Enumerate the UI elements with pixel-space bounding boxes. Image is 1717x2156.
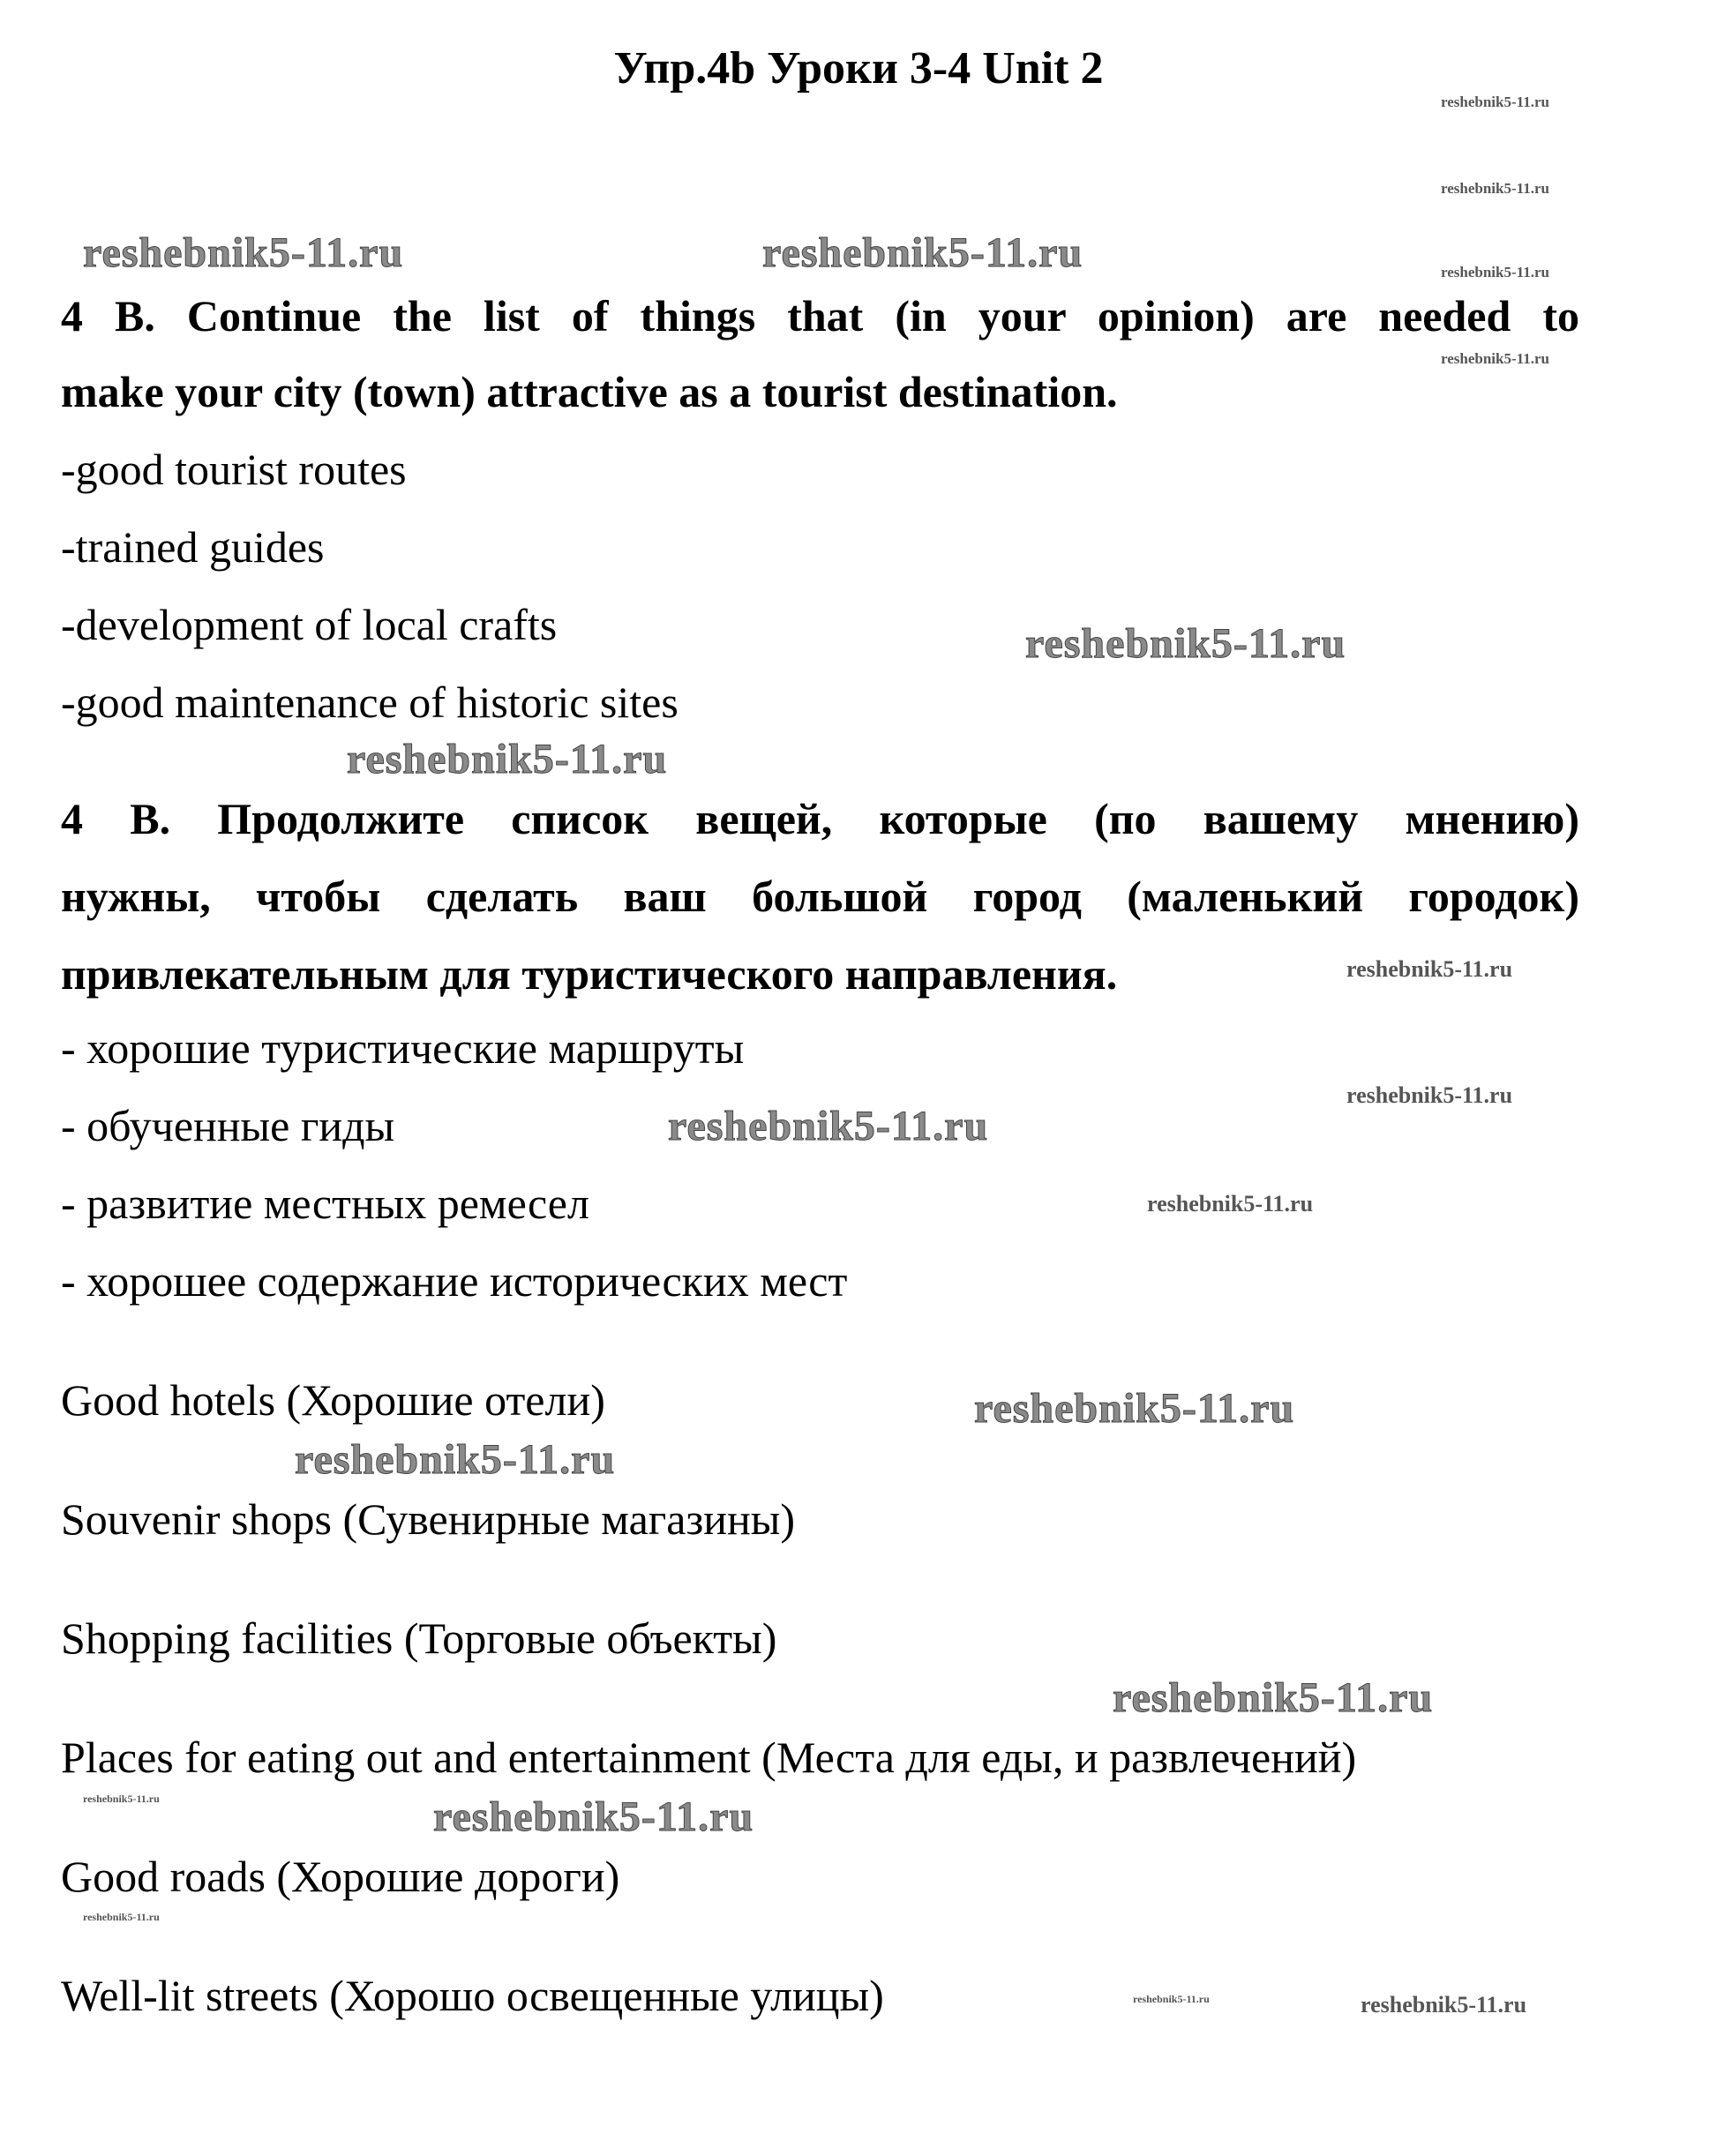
list-item: - развитие местных ремесел (61, 1179, 589, 1228)
list-item: - обученные гиды (61, 1101, 395, 1150)
watermark: reshebnik5-11.ru (83, 1793, 160, 1805)
ru-heading-line: привлекательным для туристического направления. (61, 949, 1118, 999)
list-item: Places for eating out and entertainment (Места для еды, и развлечений) (61, 1733, 1357, 1782)
watermark: reshebnik5-11.ru (1346, 956, 1513, 982)
watermark: reshebnik5-11.ru (83, 1911, 160, 1923)
watermark: reshebnik5-11.ru (668, 1103, 989, 1149)
list-item: -good maintenance of historic sites (61, 677, 679, 727)
watermark: reshebnik5-11.ru (1441, 264, 1549, 281)
list-item: - хорошие туристические маршруты (61, 1023, 745, 1073)
watermark: reshebnik5-11.ru (974, 1385, 1295, 1432)
watermark: reshebnik5-11.ru (83, 229, 404, 276)
list-item: Good roads (Хорошие дороги) (61, 1852, 620, 1901)
watermark: reshebnik5-11.ru (1025, 620, 1346, 667)
ru-heading-line: 4 B. Продолжите список вещей, которые (по вашему мнению) (61, 794, 1579, 843)
page-title: Упр.4b Уроки 3-4 Unit 2 (613, 43, 1104, 94)
watermark: reshebnik5-11.ru (1346, 1082, 1513, 1108)
list-item: Well-lit streets (Хорошо освещенные улицы) (61, 1971, 884, 2020)
list-item: -trained guides (61, 522, 325, 572)
list-item: Souvenir shops (Сувенирные магазины) (61, 1494, 795, 1544)
watermark: reshebnik5-11.ru (295, 1436, 616, 1483)
watermark: reshebnik5-11.ru (1441, 180, 1549, 197)
watermark: reshebnik5-11.ru (1361, 1992, 1527, 2018)
watermark: reshebnik5-11.ru (1133, 1993, 1210, 2005)
en-heading-line: 4 B. Continue the list of things that (in your opinion) are needed to (61, 291, 1579, 341)
watermark: reshebnik5-11.ru (762, 229, 1083, 276)
list-item: Shopping facilities (Торговые объекты) (61, 1613, 777, 1663)
en-heading-line: make your city (town) attractive as a tourist destination. (61, 367, 1118, 416)
watermark: reshebnik5-11.ru (1441, 350, 1549, 367)
list-item: - хорошее содержание исторических мест (61, 1256, 848, 1306)
ru-heading-line: нужны, чтобы сделать ваш большой город (маленький городок) (61, 872, 1579, 921)
list-item: Good hotels (Хорошие отели) (61, 1375, 605, 1425)
watermark: reshebnik5-11.ru (433, 1793, 754, 1840)
watermark: reshebnik5-11.ru (1441, 94, 1549, 110)
watermark: reshebnik5-11.ru (1147, 1191, 1314, 1216)
watermark: reshebnik5-11.ru (347, 736, 668, 782)
list-item: -good tourist routes (61, 445, 407, 494)
watermark: reshebnik5-11.ru (1113, 1674, 1434, 1721)
list-item: -development of local crafts (61, 600, 558, 649)
